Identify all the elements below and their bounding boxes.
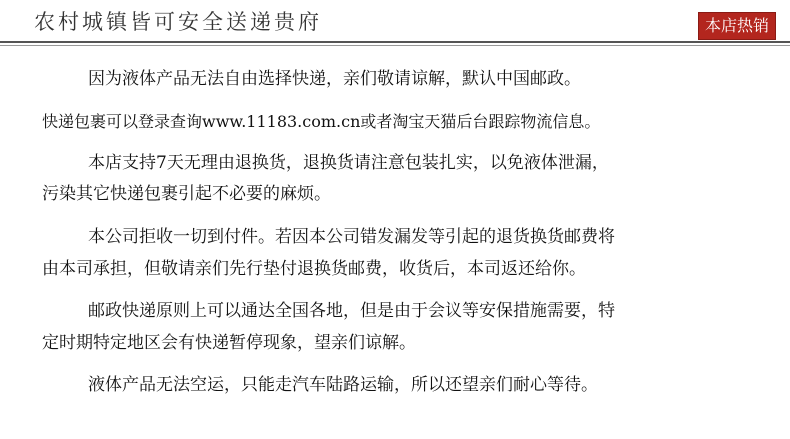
notice-line: 定时期特定地区会有快递暂停现象，望亲们谅解。 [42,333,416,353]
header-divider [0,41,790,43]
header-divider-thin [0,45,790,46]
notice-line: 邮政快递原则上可以通达全国各地，但是由于会议等安保措施需要，特 [88,301,615,321]
page-header [0,0,790,46]
header-title: 农村城镇皆可安全送递贵府 [34,10,322,34]
notice-line: 快递包裹可以登录查询www.11183.com.cn或者淘宝天猫后台跟踪物流信息。 [42,112,601,131]
notice-line: 污染其它快递包裹引起不必要的麻烦。 [42,184,331,204]
notice-line: 因为液体产品无法自由选择快递，亲们敬请谅解，默认中国邮政。 [88,69,581,89]
notice-line: 由本司承担，但敬请亲们先行垫付退换货邮费，收货后，本司返还给你。 [42,259,586,279]
notice-line: 液体产品无法空运，只能走汽车陆路运输，所以还望亲们耐心等待。 [88,375,598,395]
notice-line: 本公司拒收一切到付件。若因本公司错发漏发等引起的退货换货邮费将 [88,227,615,247]
notice-line: 本店支持7天无理由退换货，退换货请注意包装扎实，以免液体泄漏， [88,153,609,173]
hot-sale-badge[interactable]: 本店热销 [698,12,776,40]
